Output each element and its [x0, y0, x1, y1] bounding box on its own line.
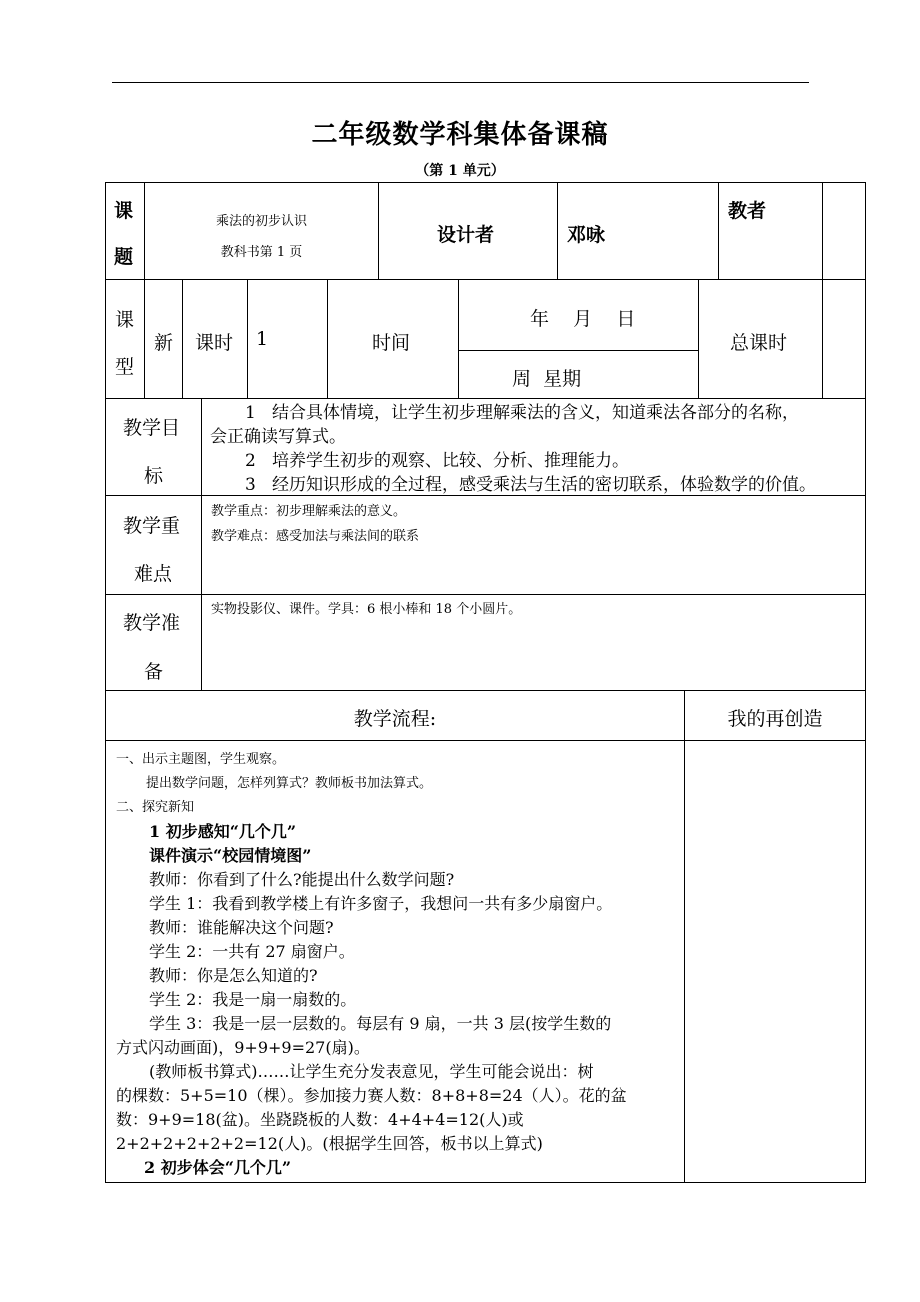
flow-line: 方式闪动画面)，9+9+9=27(扇)。 — [116, 1038, 370, 1057]
document-title: 二年级数学科集体备课稿 — [311, 120, 609, 150]
cell-divider — [822, 279, 823, 398]
flow-line: 提出数学问题，怎样列算式？教师板书加法算式。 — [146, 776, 433, 791]
prep-label-bottom: 备 — [144, 661, 164, 683]
flow-line: 学生 2：一共有 27 扇窗户。 — [149, 942, 355, 961]
keypoints-label-top: 教学重 — [123, 515, 181, 537]
goals-label-bottom: 标 — [144, 465, 164, 487]
flow-header: 教学流程: — [353, 708, 437, 730]
textbook-page: 教科书第 1 页 — [220, 245, 303, 260]
cell-divider — [698, 279, 699, 398]
unit-subtitle: （第 1 单元） — [415, 163, 505, 179]
designer-name: 邓咏 — [567, 224, 606, 246]
row-divider — [105, 279, 866, 280]
header-rule — [112, 82, 809, 83]
row-divider — [105, 740, 866, 741]
goal-3: 3 经历知识形成的全过程，感受乘法与生活的密切联系，体验数学的价值。 — [245, 475, 817, 495]
cell-divider — [822, 182, 823, 279]
flow-line: 学生 1：我看到教学楼上有许多窗子，我想问一共有多少扇窗户。 — [149, 894, 613, 913]
cell-divider — [144, 182, 145, 279]
goals-content — [210, 401, 862, 497]
goals-label-top: 教学目 — [123, 417, 181, 439]
cell-divider — [144, 279, 145, 398]
row-divider — [105, 398, 866, 399]
week-field: 周 星期 — [512, 368, 582, 390]
flow-line: 二、探究新知 — [116, 800, 195, 815]
prep-label-top: 教学准 — [123, 612, 181, 634]
total-periods-label: 总课时 — [730, 332, 788, 354]
time-label: 时间 — [372, 332, 411, 354]
lesson-type-value: 新 — [154, 332, 174, 354]
cell-divider — [458, 350, 698, 351]
goal-1-line-2: 会正确读写算式。 — [210, 427, 346, 447]
flow-line: 一、出示主题图，学生观察。 — [116, 752, 286, 767]
lesson-name: 乘法的初步认识 — [215, 214, 307, 229]
flow-line: 学生 2：我是一扇一扇数的。 — [149, 990, 357, 1009]
keypoints-label-bottom: 难点 — [134, 563, 173, 585]
cell-divider — [718, 182, 719, 279]
flow-line: 2+2+2+2+2+2=12(人)。(根据学生回答，板书以上算式) — [116, 1134, 543, 1153]
flow-content — [116, 748, 678, 1180]
flow-line: 的棵数：5+5=10（棵）。参加接力赛人数：8+8+8=24（人）。花的盆 — [116, 1086, 627, 1105]
date-field: 年 月 日 — [530, 308, 636, 330]
flow-line: (教师板书算式)……让学生充分发表意见，学生可能会说出：树 — [149, 1062, 594, 1081]
lesson-type-label-top: 课 — [115, 309, 135, 331]
cell-divider — [201, 398, 202, 690]
flow-line: 教师：你看到了什么?能提出什么数学问题? — [149, 870, 455, 889]
flow-line: 学生 3：我是一层一层数的。每层有 9 扇，一共 3 层(按学生数的 — [149, 1014, 612, 1033]
recreate-header: 我的再创造 — [727, 708, 823, 730]
difficulty-point: 教学难点：感受加法与乘法间的联系 — [211, 529, 420, 544]
period-label: 课时 — [195, 332, 234, 354]
cell-divider — [247, 279, 248, 398]
teacher-label: 教者 — [728, 200, 767, 222]
goal-1-line-1: 1 结合具体情境，让学生初步理解乘法的含义，知道乘法各部分的名称， — [245, 403, 800, 423]
cell-divider — [684, 690, 685, 1183]
cell-divider — [458, 279, 459, 398]
lesson-title-label-top: 课 — [114, 200, 134, 222]
row-divider — [105, 690, 866, 691]
cell-divider — [557, 182, 558, 279]
flow-line: 教师：你是怎么知道的? — [149, 966, 318, 985]
lesson-type-label-bottom: 型 — [115, 356, 135, 378]
lesson-title-label-bottom: 题 — [114, 246, 134, 268]
cell-divider — [378, 182, 379, 279]
cell-divider — [327, 279, 328, 398]
flow-line: 1 初步感知“几个几” — [149, 822, 297, 841]
flow-line: 数：9+9=18(盆)。坐跷跷板的人数：4+4+4=12(人)或 — [116, 1110, 524, 1129]
flow-line: 2 初步体会“几个几” — [144, 1158, 292, 1177]
prep-content: 实物投影仪、课件。学具：6 根小棒和 18 个小圆片。 — [211, 602, 522, 617]
period-value: 1 — [256, 328, 269, 350]
designer-label: 设计者 — [437, 224, 495, 246]
flow-line: 课件演示“校园情境图” — [149, 846, 312, 865]
goal-2: 2 培养学生初步的观察、比较、分析、推理能力。 — [245, 451, 630, 471]
key-point: 教学重点：初步理解乘法的意义。 — [211, 504, 407, 519]
row-divider — [105, 594, 866, 595]
cell-divider — [182, 279, 183, 398]
flow-line: 教师：谁能解决这个问题? — [149, 918, 334, 937]
